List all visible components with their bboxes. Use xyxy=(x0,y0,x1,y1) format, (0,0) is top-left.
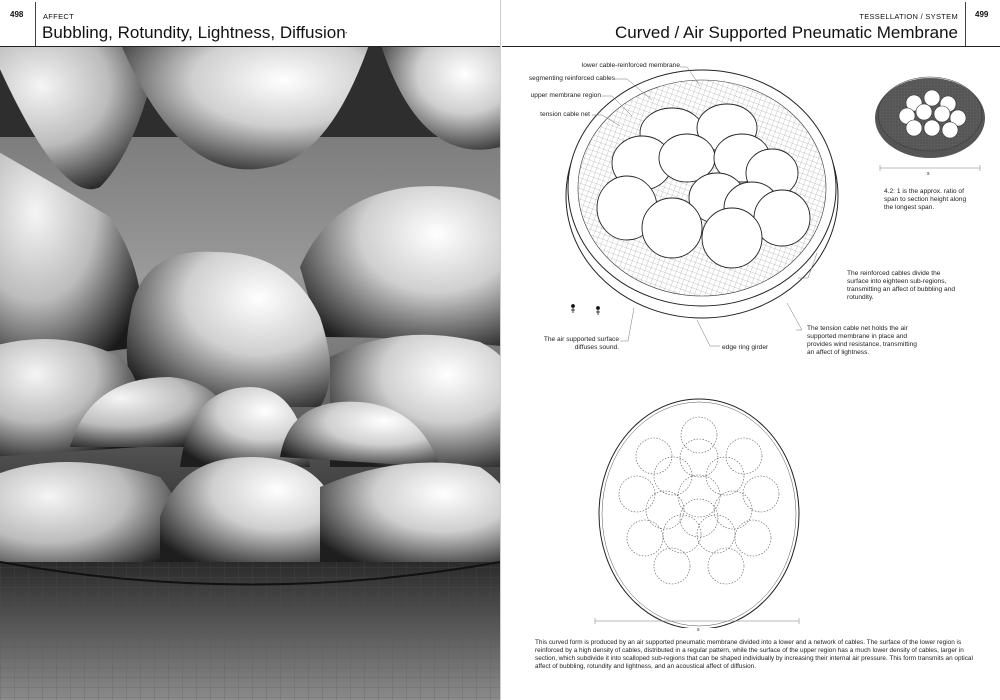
small-perspective-drawing xyxy=(875,77,985,171)
right-page-title: Curved / Air Supported Pneumatic Membrane xyxy=(614,23,958,42)
right-header-rule xyxy=(502,46,1000,47)
note-tension-net: The tension cable net holds the air supported membrane in place and provides wind resistance, transmitting an affect of lightness. xyxy=(807,325,917,356)
label-tension-net: tension cable net xyxy=(540,111,590,118)
page-gutter xyxy=(500,0,501,700)
small-scale-label: s xyxy=(927,171,930,177)
left-header-separator xyxy=(35,2,36,46)
label-upper-region: upper membrane region xyxy=(530,92,601,99)
right-kicker: TESSELLATION / SYSTEM xyxy=(859,12,958,21)
left-page-number: 498 xyxy=(10,10,24,19)
label-segmenting-cables: segmenting reinforced cables xyxy=(528,75,615,82)
axonometric-membrane-drawing xyxy=(566,70,838,318)
left-page-title xyxy=(42,23,348,43)
rss-icon: ⸼ xyxy=(345,24,348,34)
body-paragraph: This curved form is produced by an air supported pneumatic membrane divided into a lower and a network of cables. The surface of the lower region is reinforced by a high density of cables, distributed in a regular pattern, while the surface of the upper region has a much lower density of cables, larger in section, which subdivide it into scalloped sub-regions that can be shaped individually by increasing their internal air pressure. This form transmits an optical affect of bubbling, rotundity and lightness, and an acoustical affect of diffusion. xyxy=(535,639,973,670)
label-lower-membrane: lower cable-reinforced membrane xyxy=(581,62,680,69)
membrane-interior-photo xyxy=(0,47,500,700)
right-header-separator xyxy=(965,2,966,46)
note-reinforced-cables: The reinforced cables divide the surface into eighteen sub-regions, transmitting an affect of bubbling and rotundity. xyxy=(847,270,956,301)
plan-view-drawing xyxy=(595,399,799,628)
label-edge-ring-girder: edge ring girder xyxy=(722,344,769,351)
label-air-surface: The air supported surface diffuses sound. xyxy=(543,336,619,351)
left-title-text: Bubbling, Rotundity, Lightness, Diffusion xyxy=(42,23,346,42)
note-span-ratio: 4.2: 1 is the approx. ratio of span to section height along the longest span. xyxy=(884,188,967,211)
left-kicker: AFFECT xyxy=(43,12,74,21)
right-page-number: 499 xyxy=(975,10,989,19)
plan-scale-label: s xyxy=(697,627,700,633)
